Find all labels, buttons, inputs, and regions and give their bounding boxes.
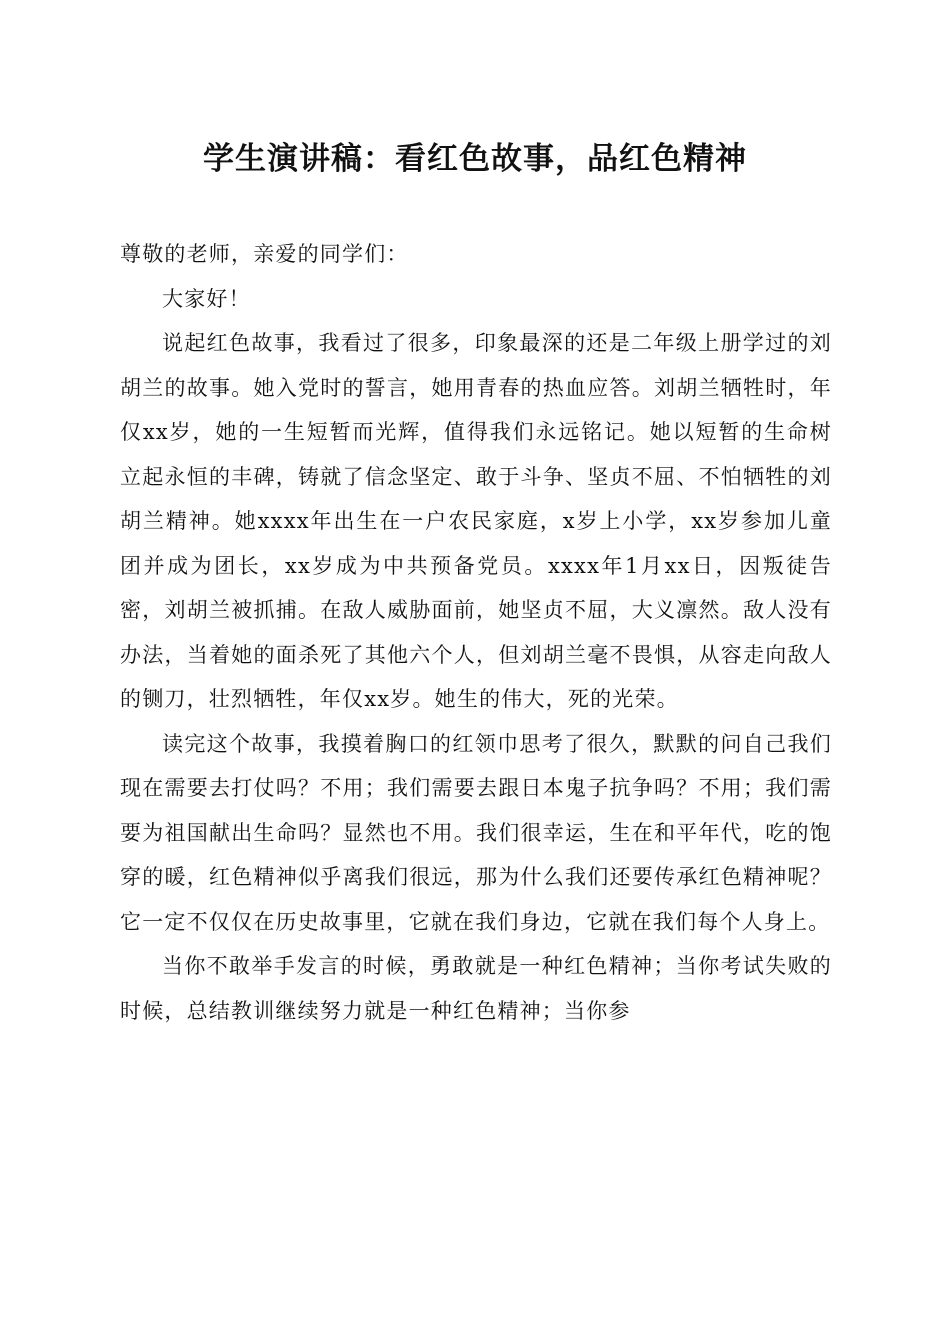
salutation-paragraph: 尊敬的老师，亲爱的同学们： xyxy=(120,242,409,266)
reflection-paragraph: 读完这个故事，我摸着胸口的红领巾思考了很久，默默的问自己我们现在需要去打仗吗？不用；我们需要去跟日本鬼子抗争吗？不用；我们需要为祖国献出生命吗？显然也不用。我们很幸运，生在和平年代，吃的饱穿的暖，红色精神似乎离我们很远，那为什么我们还要传承红色精神呢？它一定不仅仅在历史故事里，它就在我们身边，它就在我们每个人身上。 xyxy=(120,731,832,934)
document-title: 学生演讲稿：看红色故事，品红色精神 xyxy=(203,141,747,177)
story-paragraph: 说起红色故事，我看过了很多，印象最深的还是二年级上册学过的刘胡兰的故事。她入党时的誓言，她用青春的热血应答。刘胡兰牺牲时，年仅xx岁，她的一生短暂而光辉，值得我们永远铭记。她以短暂的生命树立起永恒的丰碑，铸就了信念坚定、敢于斗争、坚贞不屈、不怕牺牲的刘胡兰精神。她xxxx年出生在一户农民家庭，x岁上小学，xx岁参加儿童团并成为团长，xx岁成为中共预备党员。xxxx年1月xx日，因叛徒告密，刘胡兰被抓捕。在敌人威胁面前，她坚贞不屈，大义凛然。敌人没有办法，当着她的面杀死了其他六个人，但刘胡兰毫不畏惧，从容走向敌人的铡刀，壮烈牺牲，年仅xx岁。她生的伟大，死的光荣。 xyxy=(120,331,832,711)
closing-paragraph: 当你不敢举手发言的时候，勇敢就是一种红色精神；当你考试失败的时候，总结教训继续努力就是一种红色精神；当你参 xyxy=(120,954,832,1023)
document-body xyxy=(120,232,832,1033)
greeting-paragraph: 大家好！ xyxy=(162,286,251,311)
